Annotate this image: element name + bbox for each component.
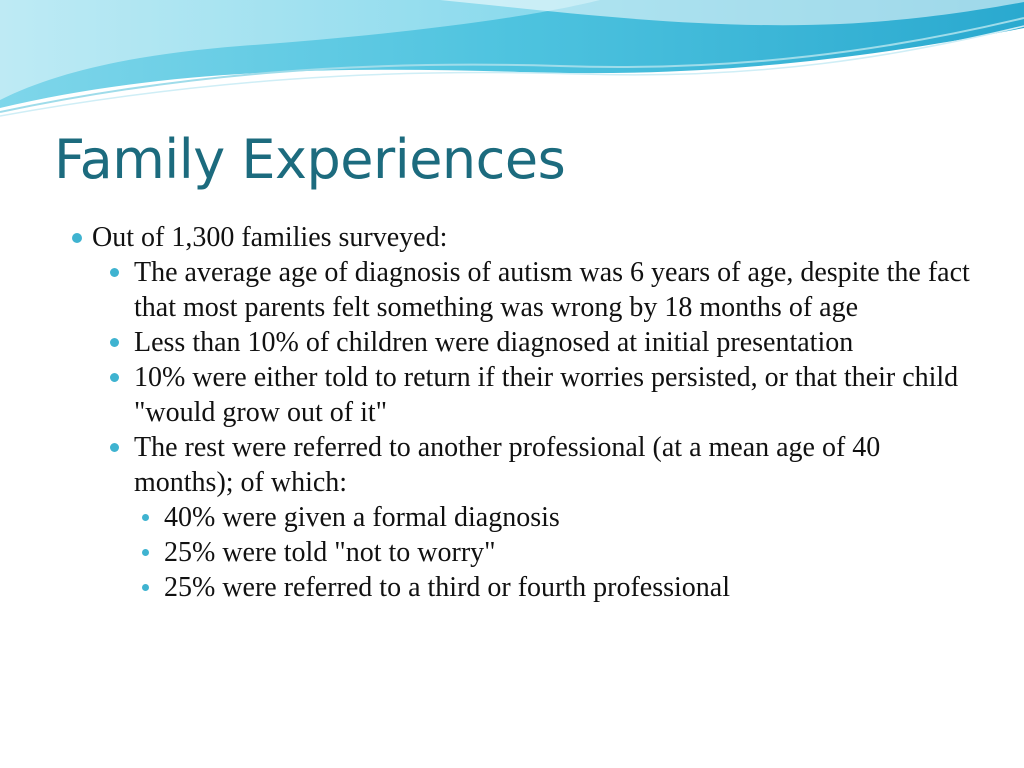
bullet-text: The average age of diagnosis of autism was 6 years of age, despite the fact that most parents felt something was wrong by 18 months of age bbox=[134, 257, 970, 323]
bullet-item bbox=[72, 570, 972, 605]
bullet-text: The rest were referred to another professional (at a mean age of 40 months); of which: bbox=[134, 432, 881, 498]
bullet-dot-icon bbox=[110, 443, 119, 452]
bullet-item bbox=[72, 430, 972, 500]
bullet-dot-icon bbox=[142, 549, 149, 556]
bullet-text: 25% were told "not to worry" bbox=[164, 537, 496, 568]
bullet-dot-icon bbox=[142, 584, 149, 591]
bullet-item bbox=[72, 325, 972, 360]
bullet-dot-icon bbox=[110, 338, 119, 347]
bullet-text: 40% were given a formal diagnosis bbox=[164, 502, 560, 533]
bullet-item bbox=[72, 500, 972, 535]
bullet-dot-icon bbox=[142, 514, 149, 521]
bullet-item bbox=[72, 535, 972, 570]
bullet-list bbox=[72, 220, 972, 605]
slide-title: Family Experiences bbox=[54, 128, 566, 191]
bullet-text: 25% were referred to a third or fourth professional bbox=[164, 572, 731, 603]
bullet-text: Less than 10% of children were diagnosed at initial presentation bbox=[134, 327, 854, 358]
header-wave-decoration bbox=[0, 0, 1024, 120]
bullet-text: 10% were either told to return if their worries persisted, or that their child "would grow out of it" bbox=[134, 362, 959, 428]
bullet-item bbox=[72, 255, 972, 325]
bullet-dot-icon bbox=[72, 233, 82, 243]
bullet-dot-icon bbox=[110, 268, 119, 277]
bullet-item bbox=[72, 220, 972, 255]
bullet-dot-icon bbox=[110, 373, 119, 382]
bullet-item bbox=[72, 360, 972, 430]
bullet-text: Out of 1,300 families surveyed: bbox=[92, 222, 448, 253]
